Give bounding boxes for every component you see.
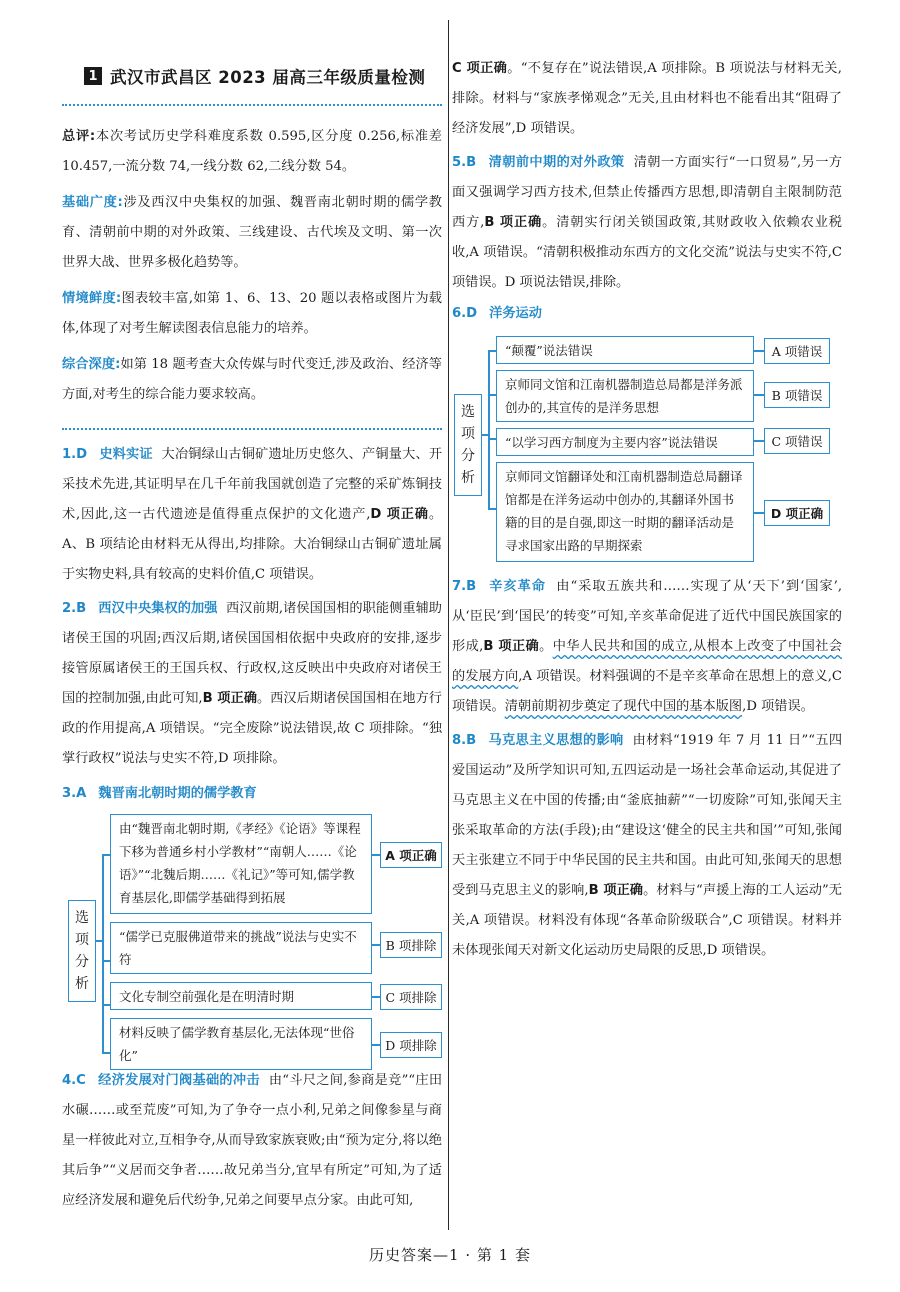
q3-option-box-1: 由“魏晋南北朝时期,《孝经》《论语》等课程下移为普通乡村小学教材”“南朝人……《论语》”“北魏后期……《礼记》”等可知,儒学教育基层化,即儒学基础得到拓展 <box>110 814 372 914</box>
q3-bracket-vertical <box>102 854 104 1054</box>
q3-topic: 魏晋南北朝时期的儒学教育 <box>98 786 257 801</box>
q3-connector-2 <box>372 944 380 946</box>
answer-q4 <box>62 1066 443 1208</box>
answer-q8 <box>452 726 842 966</box>
q2-number: 2.B <box>62 601 87 616</box>
q6-connector-1 <box>754 350 764 352</box>
q6-topic: 洋务运动 <box>489 306 542 321</box>
q4-text: 由“斗尺之间,参商是竞”“庄田水碾……或至荒废”可知,为了争夺一点小利,兄弟之间像参星与商星一样彼此对立,互相争夺,从而导致家族衰败;由“预为定分,将以绝其后争”“义居而交争者……故兄弟当分,宜早有所定”可知,为了适应经济发展和避免后代纷争,兄弟之间要早点分家。由此可知, <box>62 1073 443 1208</box>
page-footer: 历史答案—1 · 第 1 套 <box>369 1246 531 1264</box>
q6-analysis-label: 选项分析 <box>454 394 482 496</box>
vivid-text: 图表较丰富,如第 1、6、13、20 题以表格或图片为载体,体现了对考生解读图表信息能力的培养。 <box>62 291 442 336</box>
q7-text-4: ,D 项错误。 <box>742 699 814 714</box>
q6-option-box-4: 京师同文馆翻译处和江南机器制造总局翻译馆都是在洋务运动中创办的,其翻译外国书籍的目的是自强,即这一时期的翻译活动是寻求国家出路的早期探索 <box>496 462 754 562</box>
q2-text: 西汉前期,诸侯国国相的职能侧重辅助诸侯王国的巩固;西汉后期,诸侯国国相依据中央政府的安排,逐步接管原属诸侯王的王国兵权、行政权,这反映出中央政府对诸侯王国的控制加强,由此可知, <box>62 601 442 706</box>
summary-overall <box>62 122 442 182</box>
q3-connector-1 <box>372 854 380 856</box>
q6-connector-3 <box>754 440 764 442</box>
q6-result-2: B 项错误 <box>764 382 830 408</box>
summary-depth <box>62 350 442 410</box>
summary-rule <box>62 428 442 430</box>
q6-option-box-3: “以学习西方制度为主要内容”说法错误 <box>496 428 754 456</box>
q4-text-2: 。“不复存在”说法错误,A 项排除。B 项说法与材料无关,排除。材料与“家族孝悌观念”无关,且由材料也不能看出其“阻碍了经济发展”,D 项错误。 <box>452 61 842 136</box>
q1-text-2: 。A、B 项结论由材料无从得出,均排除。大冶铜绿山古铜矿遗址属于实物史料,具有较高的史料价值,C 项错误。 <box>62 507 442 582</box>
q7-heading <box>452 579 546 594</box>
q7-number: 7.B <box>452 579 477 594</box>
q2-correct: B 项正确 <box>202 691 257 706</box>
q6-bracket-vertical <box>488 350 490 510</box>
q8-correct: B 项正确 <box>588 883 644 898</box>
q3-bracket-branch <box>96 940 104 942</box>
title-rule <box>62 104 442 106</box>
q2-text-2: 。西汉后期诸侯国国相在地方行政的作用提高,A 项错误。“完全废除”说法错误,故 C 项排除。“独掌行政权”说法与史实不符,D 项排除。 <box>62 691 442 766</box>
q8-text-2: 。材料与“声援上海的工人运动”无关,A 项错误。材料没有体现“各革命阶级联合”,C 项错误。材料并未体现张闻天对新文化运动历史局限的反思,D 项错误。 <box>452 883 842 958</box>
q3-number: 3.A <box>62 786 87 801</box>
q5-correct: B 项正确 <box>484 215 543 230</box>
q3-branch-4 <box>102 1052 110 1054</box>
breadth-label: 基础广度: <box>62 195 123 210</box>
q1-text: 大冶铜绿山古铜矿遗址历史悠久、产铜量大、开采技术先进,其证明早在几千年前我国就创造了完整的采矿炼铜技术,因此,这一古代遗迹是值得重点保护的文化遗产, <box>62 447 443 522</box>
summary-breadth <box>62 188 442 278</box>
column-divider <box>448 20 449 1230</box>
q2-heading <box>62 601 217 616</box>
q5-number: 5.B <box>452 155 477 170</box>
q4-heading <box>62 1073 260 1088</box>
q3-branch-3 <box>102 1004 110 1006</box>
depth-text: 如第 18 题考查大众传媒与时代变迁,涉及政治、经济等方面,对考生的综合能力要求较高。 <box>62 357 442 402</box>
q6-connector-4 <box>754 512 764 514</box>
q3-option-box-4: 材料反映了儒学教育基层化,无法体现“世俗化” <box>110 1018 372 1070</box>
q7-topic: 辛亥革命 <box>488 579 546 594</box>
q7-text-3: ,A 项错误。材料强调的不是辛亥革命在思想上的意义,C 项错误。 <box>452 669 842 714</box>
q6-branch-3 <box>488 438 496 440</box>
q7-text: 由“采取五族共和……实现了从‘天下’到‘国家’,从‘臣民’到‘国民’的转变”可知,辛亥革命促进了近代中国民族国家的形成, <box>452 579 843 654</box>
depth-label: 综合深度: <box>62 357 121 372</box>
q7-text-2: 。 <box>539 639 553 654</box>
q3-result-2: B 项排除 <box>380 932 442 958</box>
q6-bracket-branch <box>482 434 490 436</box>
q5-topic: 清朝前中期的对外政策 <box>488 155 625 170</box>
q3-result-3: C 项排除 <box>380 984 442 1010</box>
q6-connector-2 <box>754 394 764 396</box>
q3-result-4: D 项排除 <box>380 1032 442 1058</box>
breadth-text: 涉及西汉中央集权的加强、魏晋南北朝时期的儒学教育、清朝前中期的对外政策、三线建设、古代埃及文明、第一次世界大战、世界多极化趋势等。 <box>62 195 442 270</box>
q6-number: 6.D <box>452 306 478 321</box>
left-column <box>62 48 443 1208</box>
q5-text-2: 。清朝实行闭关锁国政策,其财政收入依赖农业税收,A 项错误。“清朝积极推动东西方的文化交流”说法与史实不符,C 项错误。D 项说法错误,排除。 <box>452 215 842 290</box>
q3-option-box-3: 文化专制空前强化是在明清时期 <box>110 982 372 1010</box>
page-header <box>84 64 442 88</box>
q7-correct: B 项正确 <box>483 639 540 654</box>
q8-number: 8.B <box>452 733 477 748</box>
q8-topic: 马克思主义思想的影响 <box>488 733 624 748</box>
answer-q5 <box>452 148 842 298</box>
q2-topic: 西汉中央集权的加强 <box>98 601 218 616</box>
q1-topic: 史料实证 <box>99 447 153 462</box>
q3-connector-3 <box>372 996 380 998</box>
right-column <box>452 54 842 966</box>
answer-q7 <box>452 572 842 722</box>
q6-heading <box>452 298 842 330</box>
q6-result-4: D 项正确 <box>764 500 830 526</box>
q3-branch-2 <box>102 960 110 962</box>
q4-topic: 经济发展对门阀基础的冲击 <box>97 1073 260 1088</box>
q6-branch-1 <box>488 350 496 352</box>
q5-heading <box>452 155 625 170</box>
q6-option-box-1: “颠覆”说法错误 <box>496 336 754 364</box>
q3-analysis-diagram <box>62 814 442 1063</box>
q7-highlight-2: 清朝前期初步奠定了现代中国的基本版图 <box>504 699 743 714</box>
q3-analysis-label: 选项分析 <box>68 900 96 1002</box>
q4-number: 4.C <box>62 1073 86 1088</box>
q4-correct: C 项正确 <box>452 61 508 76</box>
q6-result-1: A 项错误 <box>764 338 830 364</box>
vivid-label: 情境鲜度: <box>62 291 122 306</box>
q8-text: 由材料“1919 年 7 月 11 日”“五四爱国运动”及所学知识可知,五四运动是一场社会革命运动,其促进了马克思主义在中国的传播;由“釜底抽薪”“一切废除”可知,张闻天主张采取革命的方法(手段);由“建设这‘健全的民主共和国’”可知,张闻天主张建立不同于中华民国的民主共和国。由此可知,张闻天的思想受到马克思主义的影响, <box>452 733 843 898</box>
q6-option-box-2: 京师同文馆和江南机器制造总局都是洋务派创办的,其宣传的是洋务思想 <box>496 370 754 422</box>
page-title: 武汉市武昌区 2023 届高三年级质量检测 <box>110 68 426 87</box>
q3-branch-1 <box>102 854 110 856</box>
q1-number: 1.D <box>62 447 88 462</box>
q6-branch-2 <box>488 394 496 396</box>
q3-connector-4 <box>372 1044 380 1046</box>
q6-analysis-diagram <box>452 336 842 568</box>
q5-text: 清朝一方面实行“一口贸易”,另一方面又强调学习西方技术,但禁止传播西方思想,即清朝自主限制防范西方, <box>452 155 842 230</box>
q6-result-3: C 项错误 <box>764 428 830 454</box>
overall-label: 总评: <box>62 129 96 144</box>
q3-option-box-2: “儒学已克服佛道带来的挑战”说法与史实不符 <box>110 922 372 974</box>
answer-q2 <box>62 594 442 774</box>
q7-highlight-1: 中华人民共和国的成立,从根本上改变了中国社会的发展方向 <box>452 639 842 684</box>
answer-q4-continued <box>452 54 842 144</box>
q8-heading <box>452 733 624 748</box>
overall-text: 本次考试历史学科难度系数 0.595,区分度 0.256,标准差 10.457,一流分数 74,一线分数 62,二线分数 54。 <box>62 129 442 174</box>
q3-heading <box>62 778 442 810</box>
q3-result-1: A 项正确 <box>380 842 442 868</box>
summary-block <box>62 122 442 410</box>
q1-heading <box>62 447 153 462</box>
answer-q1 <box>62 440 442 590</box>
q6-branch-4 <box>488 508 496 510</box>
q1-correct: D 项正确 <box>370 507 429 522</box>
section-number-badge: 1 <box>84 67 102 85</box>
summary-vivid <box>62 284 442 344</box>
